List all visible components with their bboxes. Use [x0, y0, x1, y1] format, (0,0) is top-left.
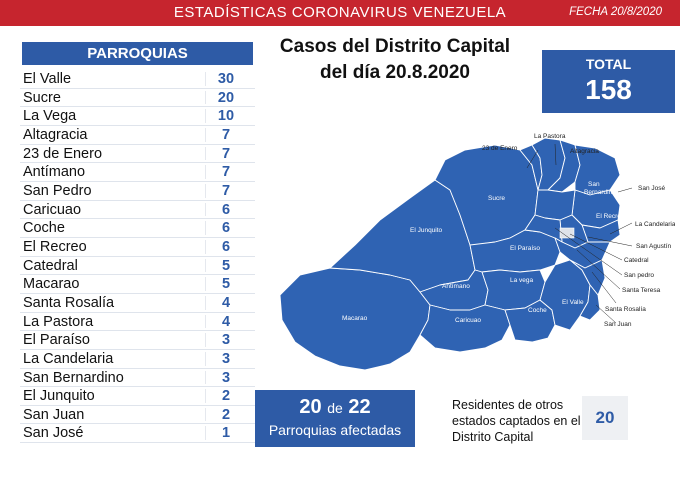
- affected-count-line: [255, 396, 415, 419]
- parish-cases: 7: [221, 145, 231, 162]
- row-divider: [205, 128, 206, 142]
- parish-cases: 10: [217, 108, 235, 125]
- label-san-jose: San José: [638, 185, 666, 192]
- label-coche: Coche: [528, 307, 547, 314]
- table-row: [20, 257, 255, 276]
- table-row: [20, 126, 255, 145]
- row-divider: [205, 184, 206, 198]
- label-altagracia: Altagracia: [570, 148, 599, 155]
- parish-cases: 5: [221, 276, 231, 293]
- row-divider: [205, 426, 206, 440]
- row-divider: [205, 408, 206, 422]
- caracas-parishes-map: [270, 120, 675, 380]
- parish-name: Coche: [23, 220, 65, 237]
- label-macarao: Macarao: [342, 315, 368, 322]
- row-divider: [205, 91, 206, 105]
- parish-cases: 2: [221, 388, 231, 405]
- row-divider: [205, 221, 206, 235]
- label-catedral: Catedral: [624, 257, 649, 264]
- parish-cases: 3: [221, 332, 231, 349]
- map-region-caricuao: [420, 305, 510, 352]
- table-row: [20, 331, 255, 350]
- table-row: [20, 294, 255, 313]
- parish-cases: 3: [221, 350, 231, 367]
- affected-total: 22: [348, 396, 371, 418]
- residents-text: Residentes de otros estados captados en el Distrito Capital: [452, 398, 581, 444]
- row-divider: [205, 352, 206, 366]
- parish-cases: 3: [221, 369, 231, 386]
- label-la-candelaria: La Candelaria: [635, 221, 675, 228]
- label-caricuao: Caricuao: [455, 317, 482, 324]
- parish-cases: 2: [221, 406, 231, 423]
- table-row: [20, 350, 255, 369]
- page-title: [270, 34, 520, 86]
- parish-name: Altagracia: [23, 126, 88, 143]
- parish-cases: 6: [221, 220, 231, 237]
- label-23-de-enero: 23 de Enero: [482, 145, 518, 152]
- row-divider: [205, 333, 206, 347]
- page-title-line2: del día 20.8.2020: [320, 62, 470, 83]
- parish-cases: 1: [221, 425, 231, 442]
- parish-cases: 7: [221, 126, 231, 143]
- parish-name: 23 de Enero: [23, 145, 103, 162]
- parish-name: La Vega: [23, 108, 77, 125]
- table-row: [20, 313, 255, 332]
- parish-cases: 7: [221, 182, 231, 199]
- table-row: [20, 89, 255, 108]
- row-divider: [205, 259, 206, 273]
- parish-cases: 20: [217, 89, 235, 106]
- label-santa-rosalia: Santa Rosalía: [605, 306, 646, 313]
- label-el-recreo: El Recreo: [596, 213, 625, 220]
- total-box: [542, 50, 675, 113]
- row-divider: [205, 277, 206, 291]
- parish-name: El Paraíso: [23, 332, 90, 349]
- affected-label: Parroquias afectadas: [268, 422, 402, 438]
- parish-cases: 4: [221, 313, 231, 330]
- parish-name: San Bernardino: [23, 369, 124, 386]
- table-row: [20, 219, 255, 238]
- parish-name: Catedral: [23, 257, 78, 274]
- table-row: [20, 201, 255, 220]
- map-region-catedral: [535, 190, 575, 220]
- parish-cases: 6: [221, 201, 231, 218]
- table-row: [20, 275, 255, 294]
- row-divider: [205, 203, 206, 217]
- table-row: [20, 424, 255, 443]
- row-divider: [205, 72, 206, 86]
- parish-name: San Pedro: [23, 182, 92, 199]
- label-santa-teresa: Santa Teresa: [622, 287, 661, 294]
- label-la-pastora: La Pastora: [534, 133, 566, 140]
- parroquias-header: PARROQUIAS: [22, 42, 253, 65]
- header-bar: [0, 0, 680, 26]
- parish-cases: 7: [221, 164, 231, 181]
- label-san-bernardino-2: Bernardino: [584, 189, 616, 196]
- total-value: 158: [585, 74, 632, 105]
- parish-cases: 5: [221, 257, 231, 274]
- affected-count: 20: [299, 396, 322, 418]
- parish-name: San Juan: [23, 406, 85, 423]
- table-row: [20, 163, 255, 182]
- label-san-juan: San Juan: [604, 321, 632, 328]
- parish-cases: 30: [217, 71, 235, 87]
- total-label: TOTAL: [585, 56, 632, 72]
- table-row: [20, 238, 255, 257]
- parish-name: El Junquito: [23, 388, 95, 405]
- label-antimano: Antímano: [442, 283, 470, 290]
- parish-name: Sucre: [23, 89, 61, 106]
- parroquias-table: [20, 70, 255, 443]
- parish-name: Caricuao: [23, 201, 82, 218]
- row-divider: [205, 296, 206, 310]
- label-san-bernardino-1: San: [588, 181, 600, 188]
- row-divider: [205, 371, 206, 385]
- parish-cases: 6: [221, 238, 231, 255]
- parish-cases: 4: [221, 294, 231, 311]
- parish-name: La Candelaria: [23, 350, 114, 367]
- row-divider: [205, 240, 206, 254]
- label-san-pedro: San pedro: [624, 272, 654, 279]
- label-san-agustin: San Agustín: [636, 243, 672, 250]
- table-row: [20, 182, 255, 201]
- label-la-vega: La vega: [510, 277, 534, 284]
- page-title-line1: Casos del Distrito Capital: [279, 36, 511, 57]
- affected-parishes-box: [255, 390, 415, 447]
- table-row: [20, 145, 255, 164]
- parish-name: Santa Rosalía: [23, 294, 115, 311]
- parish-name: La Pastora: [23, 313, 94, 330]
- row-divider: [205, 147, 206, 161]
- parish-name: El Valle: [23, 71, 72, 87]
- row-divider: [205, 315, 206, 329]
- table-row: [20, 387, 255, 406]
- row-divider: [205, 389, 206, 403]
- affected-of: de: [327, 400, 343, 416]
- table-row: [20, 107, 255, 126]
- parish-name: Macarao: [23, 276, 80, 293]
- header-title: ESTADÍSTICAS CORONAVIRUS VENEZUELA: [173, 4, 507, 21]
- parish-name: Antímano: [23, 164, 86, 181]
- label-sucre: Sucre: [488, 195, 505, 202]
- parish-name: El Recreo: [23, 238, 87, 255]
- row-divider: [205, 109, 206, 123]
- label-el-junquito: El Junquito: [410, 227, 443, 234]
- residents-value: 20: [582, 396, 628, 440]
- label-el-valle: El Valle: [562, 299, 584, 306]
- table-row: [20, 70, 255, 89]
- label-el-paraiso: El Paraíso: [510, 245, 540, 252]
- parish-name: San José: [23, 425, 84, 442]
- table-row: [20, 406, 255, 425]
- row-divider: [205, 165, 206, 179]
- table-row: [20, 369, 255, 388]
- header-date: FECHA 20/8/2020: [569, 6, 662, 18]
